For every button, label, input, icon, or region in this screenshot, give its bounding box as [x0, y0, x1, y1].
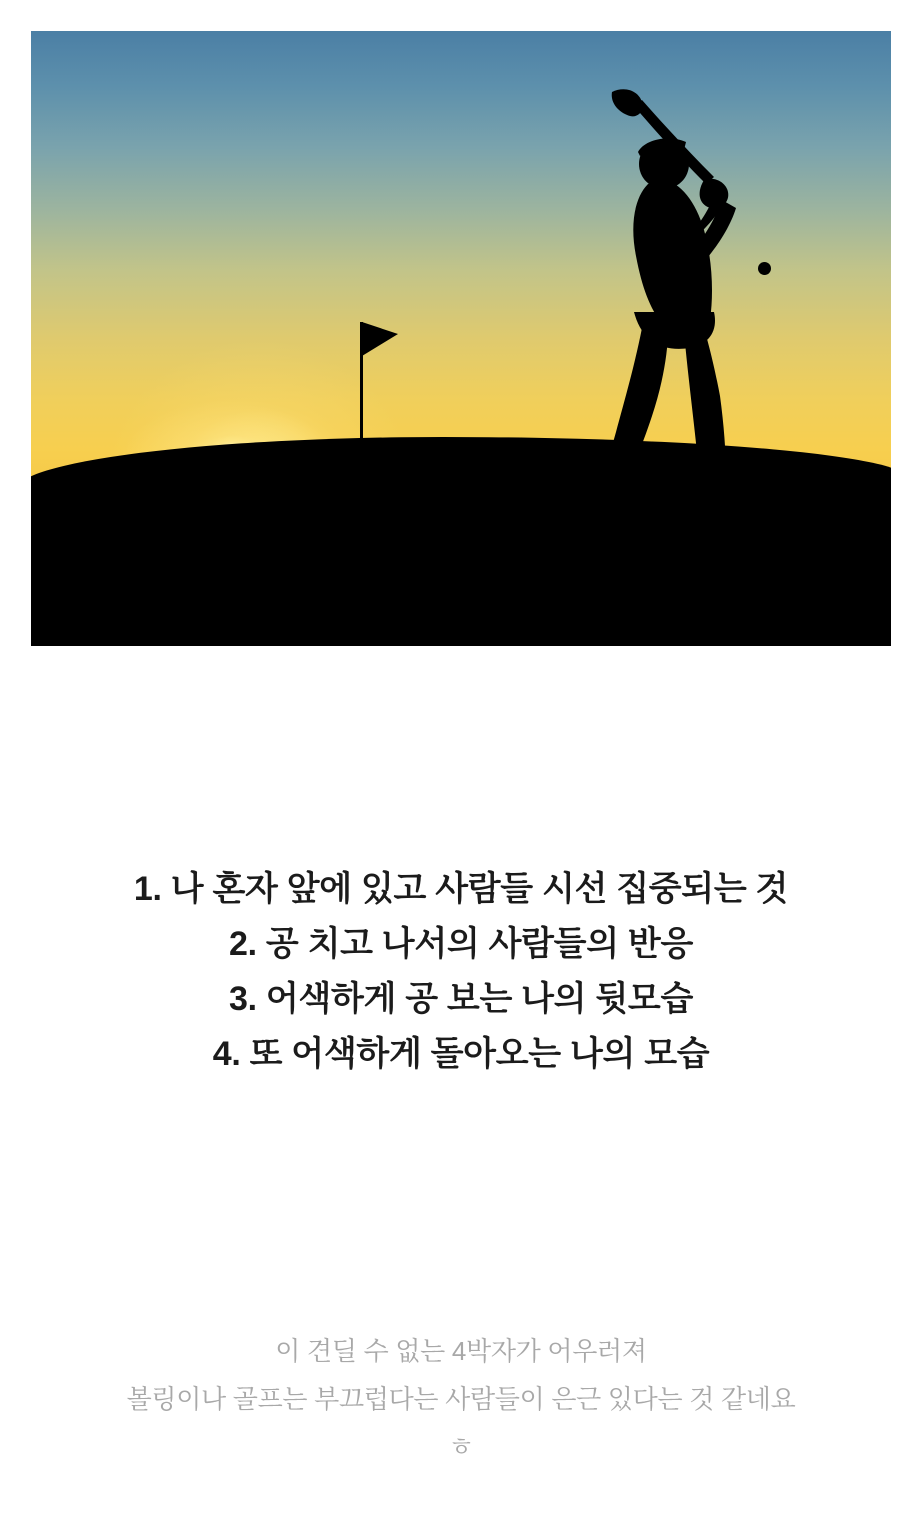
- sunset-sky: [31, 31, 891, 646]
- footer-line: 이 견딜 수 없는 4박자가 어우러져: [275, 1336, 647, 1366]
- list-item: 4. 또 어색하게 돌아오는 나의 모습: [212, 1035, 710, 1074]
- list-item: 1. 나 혼자 앞에 있고 사람들 시선 집중되는 것: [133, 870, 789, 908]
- footer-line: ㅎ: [448, 1432, 474, 1463]
- hero-image: [31, 31, 891, 646]
- list-item: 3. 어색하게 공 보는 나의 뒷모습: [228, 980, 693, 1019]
- list-item: 2. 공 치고 나서의 사람들의 반응: [228, 925, 693, 964]
- numbered-list: [0, 862, 922, 1082]
- golfer-silhouette-icon: [538, 80, 838, 580]
- golf-flag-icon: [360, 322, 363, 477]
- footer-note: [0, 1327, 922, 1471]
- footer-line: 볼링이나 골프는 부끄럽다는 사람들이 은근 있다는 것 같네요: [126, 1384, 796, 1415]
